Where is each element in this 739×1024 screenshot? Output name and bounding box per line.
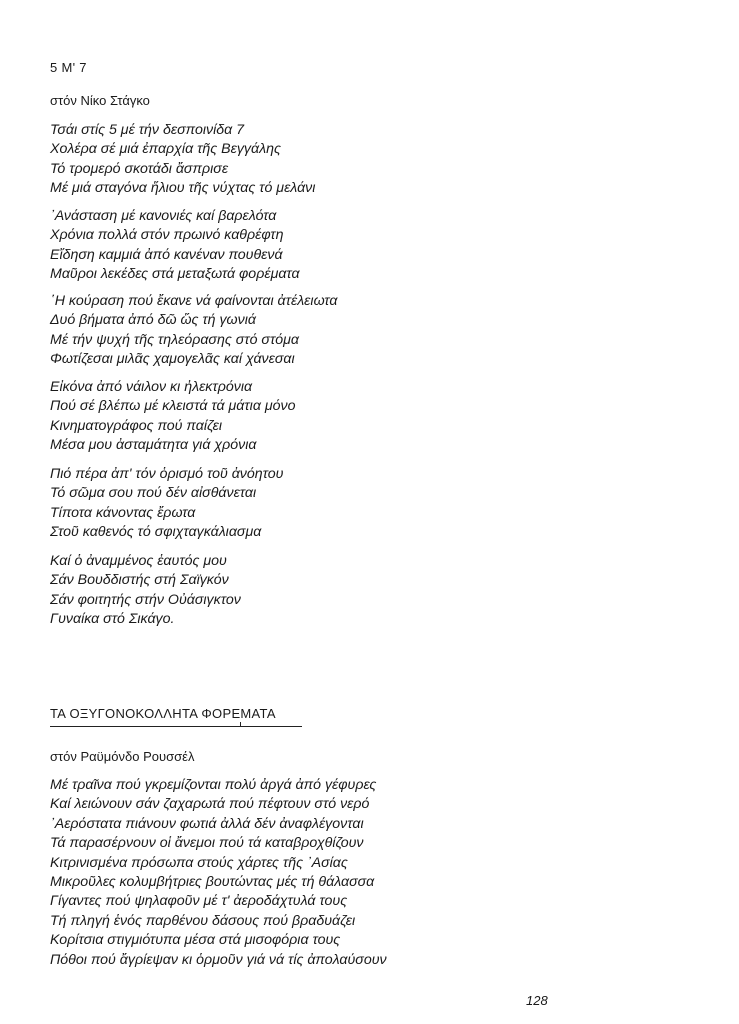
verse-line: Γυναίκα στό Σικάγο. <box>50 611 175 628</box>
verse-line: Τό τρομερό σκοτάδι ἄσπρισε <box>50 160 229 177</box>
verse-line: Τσάι στίς 5 μέ τήν δεσποινίδα 7 <box>50 122 245 138</box>
verse-line: Δυό βήματα ἀπό δῶ ὥς τή γωνιά <box>50 312 256 329</box>
poem1-stanza-2 <box>50 207 300 285</box>
poem2-title: ΤΑ ΟΞΥΓΟΝΟΚΟΛΛΗΤΑ ΦΟΡΕΜΑΤΑ <box>50 706 276 721</box>
verse-line: Μαῦροι λεκέδες στά μεταξωτά φορέματα <box>50 266 300 283</box>
verse-line: Καί ὁ ἀναμμένος ἑαυτός μου <box>50 553 227 569</box>
poem1-title: 5 Μ' 7 <box>50 60 87 75</box>
poem1-stanza-4 <box>50 378 296 456</box>
verse-line: Στοῦ καθενός τό σφιχταγκάλιασμα <box>50 524 262 541</box>
verse-line: Πόθοι πού ἄγρίεψαν κι ὁρμοῦν γιά νά τίς ἀπολαύσουν <box>50 951 387 968</box>
verse-line: Κιτρινισμένα πρόσωπα στούς χάρτες τῆς ᾿Ασίας <box>50 854 348 871</box>
verse-line: Τά παρασέρνουν οἱ ἄνεμοι πού τά καταβροχθίζουν <box>50 835 364 852</box>
verse-line: Μέ μιά σταγόνα ἥλιου τῆς νύχτας τό μελάνι <box>50 180 316 197</box>
verse-line: Πιό πέρα ἀπ' τόν ὁρισμό τοῦ ἀνόητου <box>50 466 284 482</box>
page-number: 128 <box>526 993 548 1008</box>
verse-line: Σάν Βουδδιστής στή Σαϊγκόν <box>50 572 229 589</box>
verse-line: Τό σῶμα σου πού δέν αἰσθάνεται <box>50 485 257 502</box>
verse-line: ᾿Αερόστατα πιάνουν φωτιά ἀλλά δέν ἀναφλέγονται <box>50 815 364 832</box>
poem1-stanza-6 <box>50 552 241 630</box>
verse-line: Μέ τήν ψυχή τῆς τηλεόρασης στό στόμα <box>50 331 300 348</box>
poem1-stanza-1 <box>50 121 315 199</box>
verse-line: Πού σέ βλέπω μέ κλειστά τά μάτια μόνο <box>50 398 296 415</box>
poem1-stanza-3 <box>50 292 338 370</box>
verse-line: Σάν φοιτητής στήν Οὐάσιγκτον <box>50 591 241 608</box>
title-underline-tick <box>240 722 241 727</box>
verse-line: Εἴδηση καμμιά ἀπό κανέναν πουθενά <box>50 246 283 263</box>
verse-line: Γίγαντες πού ψηλαφοῦν μέ τ' ἀεροδάχτυλά τους <box>50 893 348 910</box>
poem1-stanza-5 <box>50 465 283 543</box>
verse-line: Μέσα μου ἀσταμάτητα γιά χρόνια <box>50 437 257 454</box>
verse-line: Καί λειώνουν σάν ζαχαρωτά πού πέφτουν στό νερό <box>50 796 370 813</box>
poem2-stanza-1 <box>50 776 387 970</box>
verse-line: Μέ τραῖνα πού γκρεμίζονται πολύ ἀργά ἀπό γέφυρες <box>50 777 377 793</box>
verse-line: Χολέρα σέ μιά ἐπαρχία τῆς Βεγγάλης <box>50 141 281 158</box>
verse-line: ῾Η κούραση πού ἔκανε νά φαίνονται ἀτέλειωτα <box>50 293 338 309</box>
verse-line: Εἰκόνα ἀπό νάιλον κι ἠλεκτρόνια <box>50 379 253 395</box>
verse-line: Χρόνια πολλά στόν πρωινό καθρέφτη <box>50 227 284 244</box>
verse-line: Φωτίζεσαι μιλᾶς χαμογελᾶς καί χάνεσαι <box>50 351 295 368</box>
title-underline <box>50 726 302 727</box>
poem1-dedication: στόν Νίκο Στάγκο <box>50 93 150 108</box>
verse-line: Τή πληγή ἑνός παρθένου δάσους πού βραδυάζει <box>50 912 356 929</box>
verse-line: ᾿Ανάσταση μέ κανονιές καί βαρελότα <box>50 208 277 224</box>
verse-line: Τίποτα κάνοντας ἔρωτα <box>50 504 196 521</box>
verse-line: Κινηματογράφος πού παίζει <box>50 417 223 434</box>
verse-line: Κορίτσια στιγμιότυπα μέσα στά μισοφόρια τους <box>50 932 341 949</box>
verse-line: Μικροῦλες κολυμβήτριες βουτώντας μές τή θάλασσα <box>50 874 375 891</box>
poem2-dedication: στόν Ραϋμόνδο Ρουσσέλ <box>50 749 195 764</box>
